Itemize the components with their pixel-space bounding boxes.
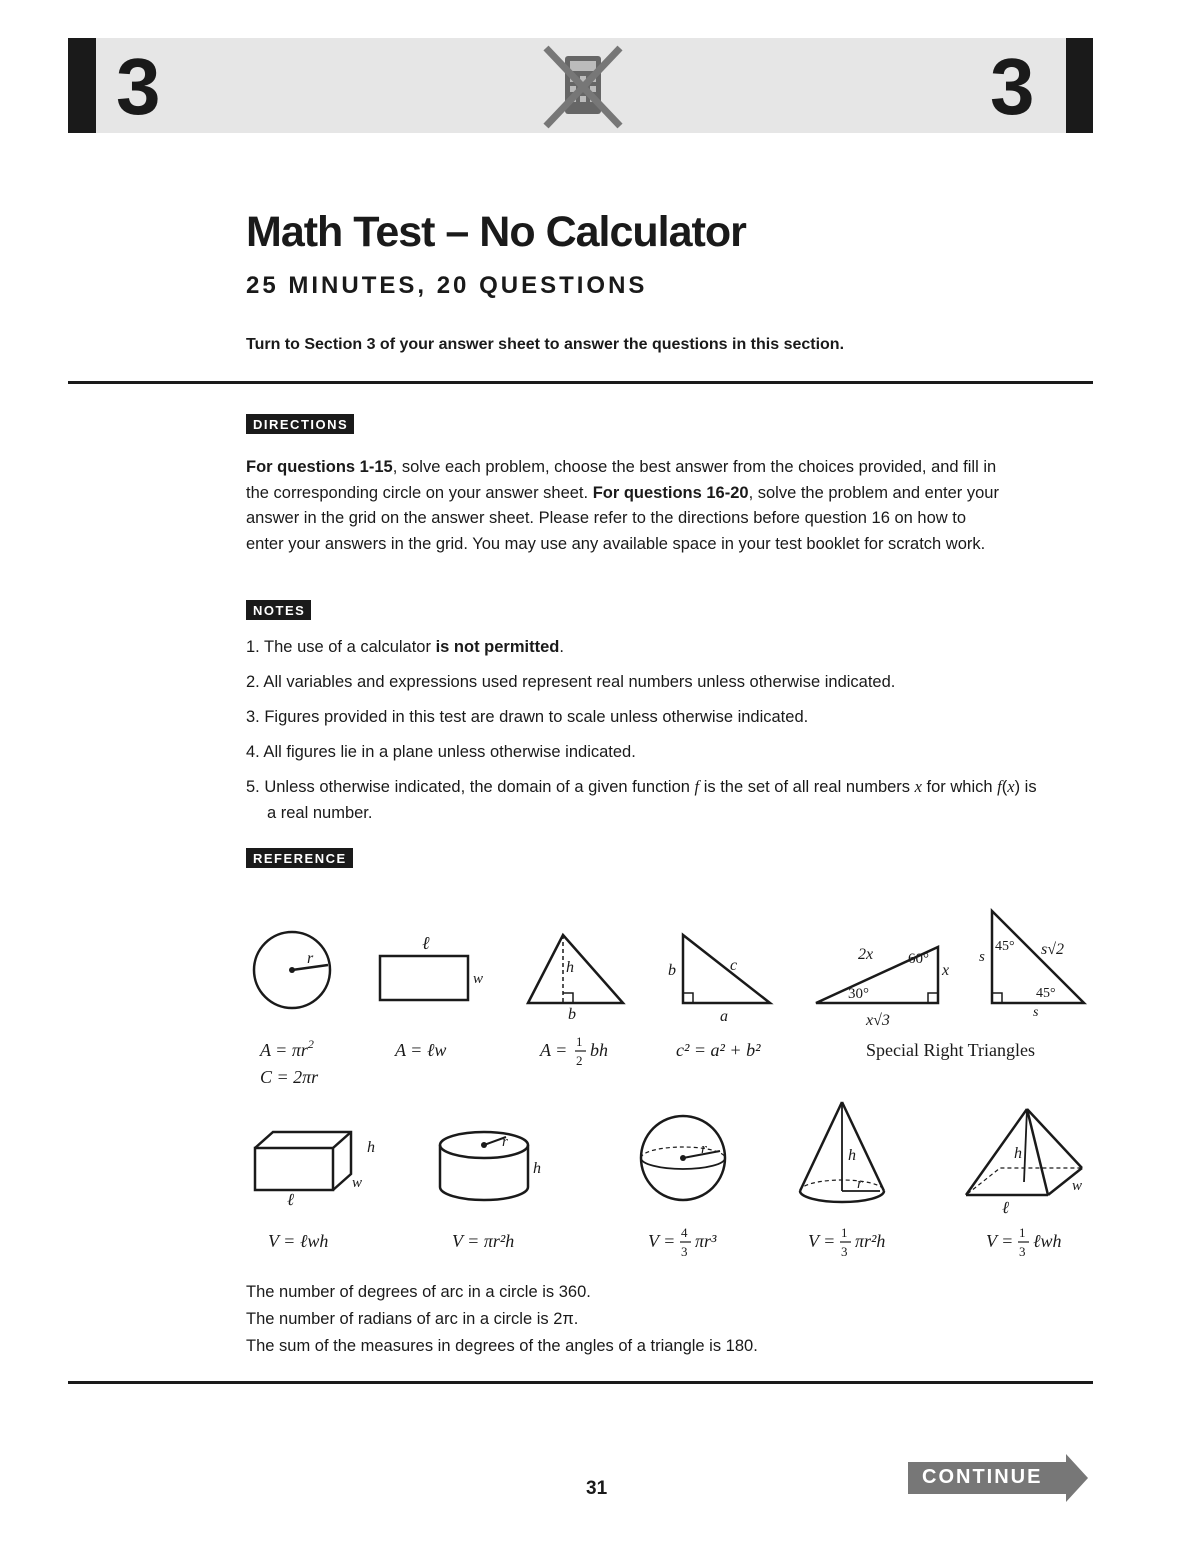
sphere-volume-num: 4	[681, 1225, 688, 1240]
section-header-right-bar	[1066, 38, 1093, 133]
circle-circumference-formula: C = 2πr	[260, 1067, 319, 1087]
note-1-bold: is not permitted	[435, 638, 560, 656]
reference-figures	[230, 895, 1110, 1275]
rectangle-w-label: w	[473, 971, 484, 987]
pythagorean-formula: c² = a² + b²	[676, 1040, 761, 1060]
cone-volume-formula-b: πr²h	[855, 1231, 886, 1251]
section-number-left: 3	[116, 42, 161, 131]
sphere-volume-formula-a: V =	[648, 1231, 676, 1251]
rectangle-l-label: ℓ	[422, 933, 430, 953]
top-divider	[68, 381, 1093, 384]
bottom-divider	[68, 1381, 1093, 1384]
pyramid-volume-formula-b: ℓwh	[1033, 1231, 1062, 1251]
pyramid-volume-num: 1	[1019, 1225, 1026, 1240]
box-figure	[255, 1132, 351, 1190]
notes-list	[246, 634, 1046, 835]
special-t2-45-bottom-label: 45°	[1036, 986, 1056, 1001]
note-1-text: 1. The use of a calculator	[246, 638, 436, 656]
box-w-label: w	[352, 1175, 363, 1191]
continue-label: CONTINUE	[922, 1466, 1043, 1488]
directions-text	[246, 455, 1006, 557]
special-t2-45-top-label: 45°	[995, 939, 1015, 954]
right-triangle-c-label: c	[730, 957, 738, 974]
special-t2-s-left-label: s	[979, 949, 985, 965]
triangle-area-half-den: 2	[576, 1053, 583, 1068]
page-number: 31	[586, 1478, 608, 1499]
cone-volume-formula-a: V =	[808, 1231, 836, 1251]
special-t2-s-bottom-label: s	[1033, 1005, 1039, 1020]
pyramid-volume-den: 3	[1019, 1244, 1026, 1259]
note-2: 2. All variables and expressions used represent real numbers unless otherwise indicated.	[246, 673, 896, 691]
cone-h-label: h	[848, 1147, 856, 1164]
circle-r-label: r	[307, 950, 314, 967]
note-1-end: .	[559, 638, 564, 656]
pyramid-w-label: w	[1072, 1178, 1083, 1194]
notes-label: NOTES	[246, 600, 311, 620]
note-1	[246, 634, 1046, 660]
box-volume-formula: V = ℓwh	[268, 1231, 329, 1251]
cone-volume-den: 3	[841, 1244, 848, 1259]
directions-lead-bold: For questions 1-15	[246, 458, 393, 476]
triangle-b-label: b	[568, 1006, 576, 1023]
section-number-right: 3	[990, 42, 1035, 131]
note-5-text-c: for which	[921, 778, 998, 796]
fact-radians: The number of radians of arc in a circle is 2π.	[246, 1310, 579, 1328]
sphere-r-label: r	[701, 1141, 707, 1157]
directions-text-1: , solve each problem, choose the best answer from the choices provided, and fill in the corresponding circle on your answer sheet.	[246, 458, 997, 502]
directions-label: DIRECTIONS	[246, 414, 354, 434]
cone-r-label: r	[857, 1176, 863, 1192]
note-3: 3. Figures provided in this test are drawn to scale unless otherwise indicated.	[246, 708, 809, 726]
triangle-figure	[528, 935, 623, 1003]
page-title: Math Test – No Calculator	[246, 208, 746, 256]
section-instruction: Turn to Section 3 of your answer sheet to answer the questions in this section.	[246, 336, 845, 353]
triangle-area-formula-b: bh	[590, 1040, 608, 1060]
note-4: 4. All figures lie in a plane unless otherwise indicated.	[246, 743, 636, 761]
note-5-f: f	[694, 777, 700, 796]
special-t1-hyp-label: 2x	[858, 946, 874, 963]
directions-mid-bold: For questions 16-20	[592, 483, 749, 502]
pyramid-volume-formula-a: V =	[986, 1231, 1014, 1251]
rectangle-area-formula: A = ℓw	[395, 1040, 447, 1060]
section-header-left-bar	[68, 38, 96, 133]
sphere-volume-formula-b: πr³	[695, 1231, 717, 1251]
note-5-text-b: is the set of all real numbers	[699, 778, 915, 796]
pyramid-figure	[966, 1109, 1082, 1195]
cone-figure	[800, 1102, 884, 1202]
no-calculator-icon	[538, 44, 628, 130]
fact-degrees: The number of degrees of arc in a circle is 360.	[246, 1283, 591, 1301]
special-right-triangles-caption: Special Right Triangles	[866, 1040, 1036, 1060]
special-t2-hyp-label: s√2	[1041, 941, 1065, 958]
triangle-h-label: h	[566, 959, 574, 976]
special-t1-30-label: 30°	[848, 986, 869, 1002]
triangle-area-formula-a: A =	[540, 1040, 568, 1060]
cone-volume-num: 1	[841, 1225, 848, 1240]
pyramid-h-label: h	[1014, 1145, 1022, 1162]
note-5-text-a: 5. Unless otherwise indicated, the domain of a given function	[246, 778, 695, 796]
note-5-x: x	[914, 777, 922, 796]
rectangle-figure	[380, 956, 468, 1000]
box-h-label: h	[367, 1139, 375, 1156]
pyramid-l-label: ℓ	[1002, 1198, 1010, 1217]
special-t1-60-label: 60°	[908, 951, 929, 967]
cylinder-h-label: h	[533, 1160, 541, 1177]
box-l-label: ℓ	[287, 1190, 295, 1209]
note-5-fx-x: x	[1007, 777, 1015, 796]
reference-facts	[246, 1279, 758, 1360]
right-triangle-a-label: a	[720, 1008, 728, 1025]
cylinder-volume-formula: V = πr²h	[452, 1231, 515, 1251]
right-triangle-figure	[683, 935, 770, 1003]
right-triangle-b-label: b	[668, 962, 676, 979]
special-t1-base-label: x√3	[866, 1012, 890, 1029]
reference-label: REFERENCE	[246, 848, 353, 868]
note-5-fx-f: f	[997, 777, 1002, 796]
page-subtitle: 25 MINUTES, 20 QUESTIONS	[246, 272, 648, 299]
note-5-text-d: is a real number.	[267, 778, 1037, 822]
cylinder-r-label: r	[502, 1134, 508, 1150]
sphere-volume-den: 3	[681, 1244, 688, 1259]
directions-text-2: , solve the problem and enter your answer in the grid on the answer sheet. Please refer to the directions before question 16 on how to enter your answers in the grid. You may use any available space in your test booklet for scratch work.	[246, 483, 999, 553]
special-t1-x-label: x	[942, 962, 950, 979]
triangle-area-half-num: 1	[576, 1034, 583, 1049]
note-5: 5. Unless otherwise indicated, the domain of a given function f is the set of all real numbers x for which f(x) is a real number.	[246, 777, 1037, 822]
circle-area-formula: $A = \pi r^2$	[260, 1037, 314, 1060]
fact-triangle-sum: The sum of the measures in degrees of the angles of a triangle is 180.	[246, 1337, 758, 1355]
